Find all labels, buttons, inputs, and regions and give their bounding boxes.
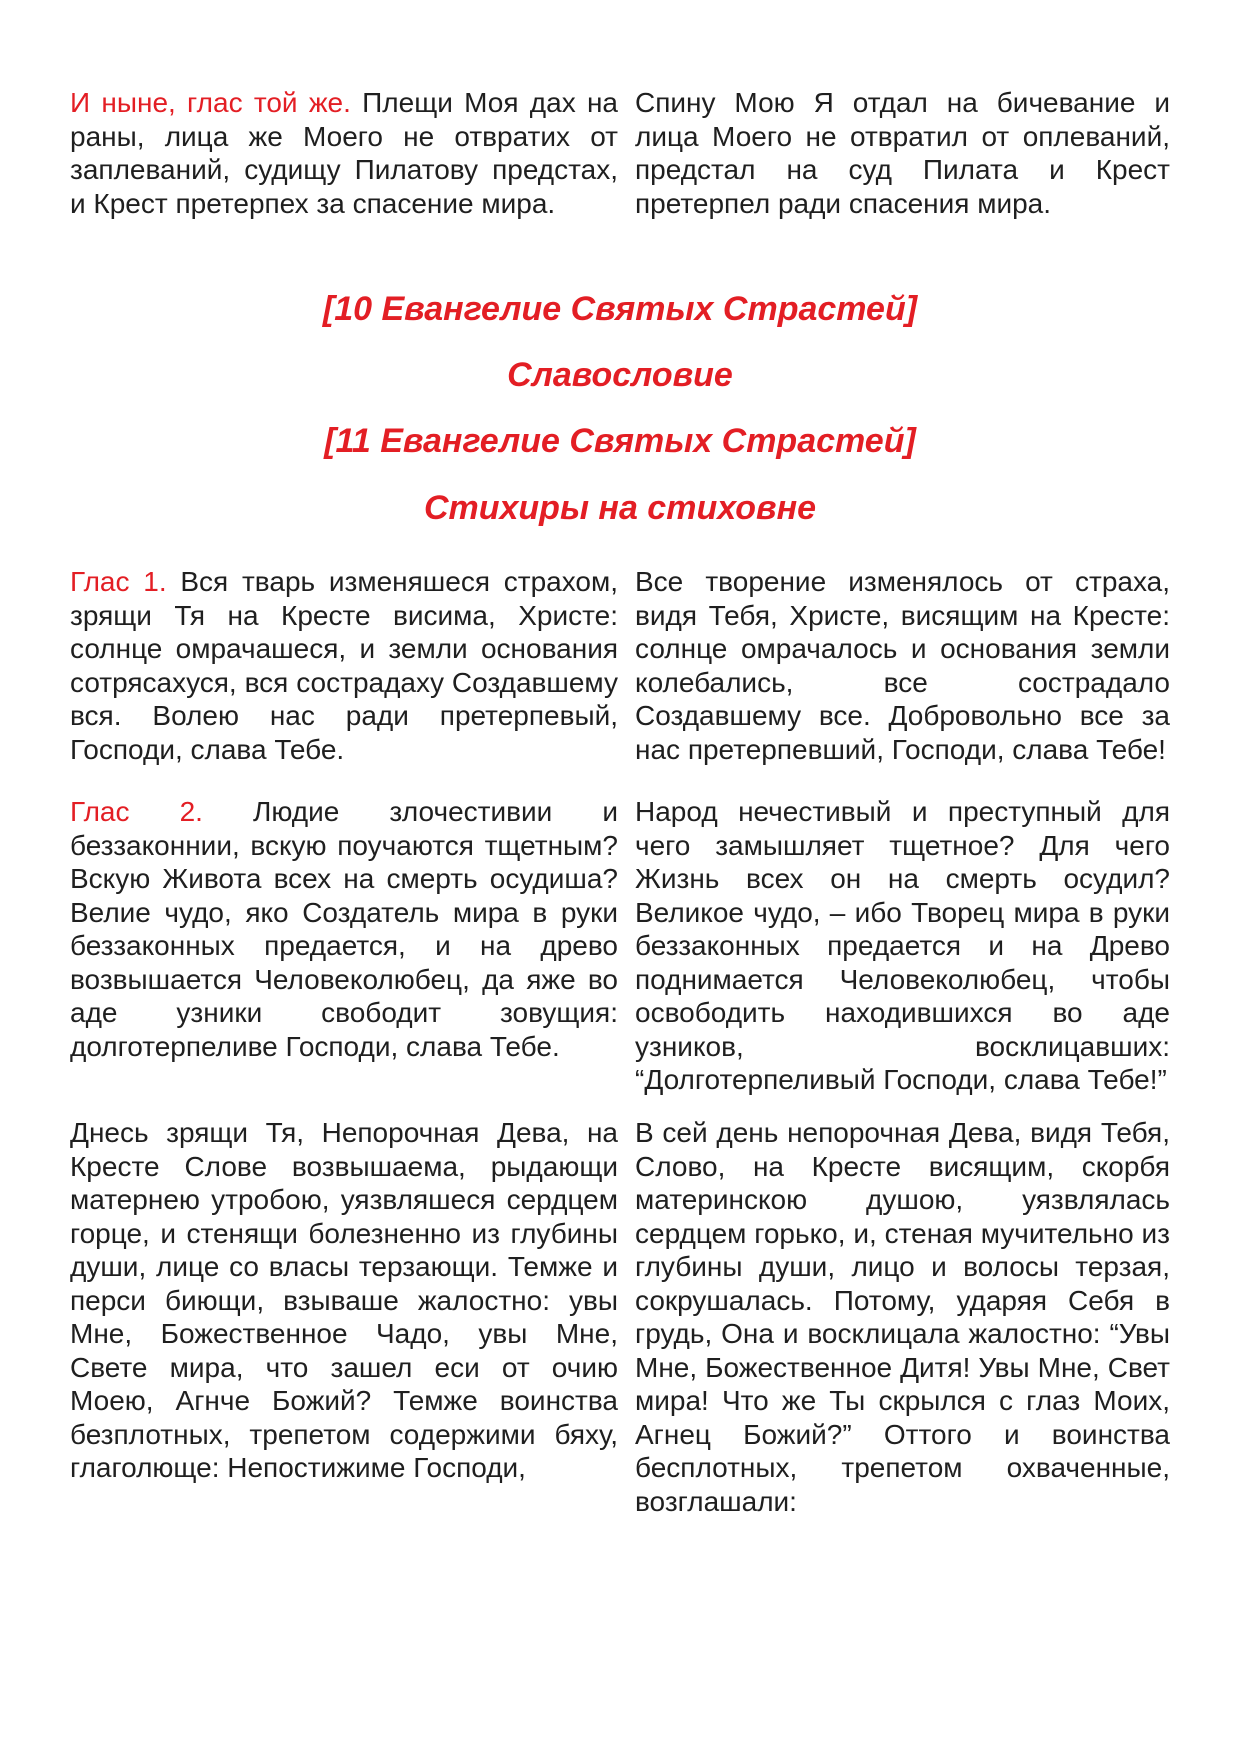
sticheron-2-left-text: Людие злочестивии и беззаконнии, вскую поучаются тщетным? Вскую Живота всех на смерть осудиша? Велие чудо, яко Создатель мира в руки беззаконных предается, и на древо возвышается Человеколюбец, да яже во аде узники свободит зовущия: долготерпеливе Господи, слава Тебе. — [70, 796, 618, 1062]
heading-doxology: Славословие — [507, 356, 733, 394]
heading-stichera: Стихиры на стиховне — [423, 489, 817, 527]
sticheron-row-1 — [70, 565, 1170, 766]
heading-gospel-10: [10 Евангелие Святых Страстей] — [322, 290, 918, 328]
intro-russian: Спину Мою Я отдал на бичевание и лица Моего не отвратил от оплеваний, предстал на суд Пилата и Крест претерпел ради спасения мира. — [635, 87, 1170, 219]
sticheron-1-left-text: Вся тварь изменяшеся страхом, зрящи Тя на Кресте висима, Христе: солнце омрачашеся, и земли основания сотрясахуся, вся сострадаху Создавшему вся. Волею нас ради претерпевый, Господи, слава Тебе. — [70, 566, 619, 765]
sticheron-3-church-slavonic: Днесь зрящи Тя, Непорочная Дева, на Кресте Слове возвышаема, рыдающи матернею утробою, уязвляшеся сердцем горце, и стенящи болезненно из глубины души, лице со власы терзающи. Темже и перси биющи, взываше жалостно: увы Мне, Божественное Чадо, увы Мне, Свете мира, что зашел еси от очию Моею, Агнче Божий? Темже воинства безплотных, трепетом содержими бяху, глаголюще: Непостижиме Господи, — [70, 1117, 618, 1483]
intro-label: И ныне, глас той же. — [70, 87, 351, 118]
sticheron-1-label: Глас 1. — [70, 566, 167, 597]
intro-left-text: Плещи Моя дах на раны, лица же Моего не отвратих от заплеваний, судищу Пилатову предстах, и Крест претерпех за спасение мира. — [70, 87, 618, 219]
sticheron-row-2 — [70, 795, 1170, 1097]
heading-gospel-11: [11 Евангелие Святых Страстей] — [324, 422, 916, 460]
sticheron-row-3 — [70, 1116, 1170, 1518]
intro-church-slavonic — [70, 86, 618, 220]
intro-row — [70, 86, 1170, 220]
sticheron-2-label: Глас 2. — [70, 796, 203, 827]
sticheron-3-russian: В сей день непорочная Дева, видя Тебя, Слово, на Кресте висящим, скорбя материнскою душою, уязвлялась сердцем горько, и, стеная мучительно из глубины души, лицо и волосы терзая, сокрушалась. Потому, ударяя Себя в грудь, Она и восклицала жалостно: “Увы Мне, Божественное Дитя! Увы Мне, Свет мира! Что же Ты скрылся с глаз Моих, Агнец Божий?” Оттого и воинства бесплотных, трепетом охваченные, возглашали: — [635, 1117, 1170, 1517]
sticheron-1-russian: Все творение изменялось от страха, видя Тебя, Христе, висящим на Кресте: солнце омрачалось и основания земли колебались, все сострадало Создавшему все. Добровольно все за нас претерпевший, Господи, слава Тебе! — [635, 566, 1170, 765]
sticheron-2-russian: Народ нечестивый и преступный для чего замышляет тщетное? Для чего Жизнь всех он на смерть осудил? Великое чудо, – ибо Творец мира в руки беззаконных предается и на Древо поднимается Человеколюбец, чтобы освободить находившихся во аде узников, восклицавших: “Долготерпеливый Господи, слава Тебе!” — [635, 796, 1170, 1095]
sticheron-2-church-slavonic — [70, 795, 618, 1097]
sticheron-1-church-slavonic — [70, 565, 618, 766]
